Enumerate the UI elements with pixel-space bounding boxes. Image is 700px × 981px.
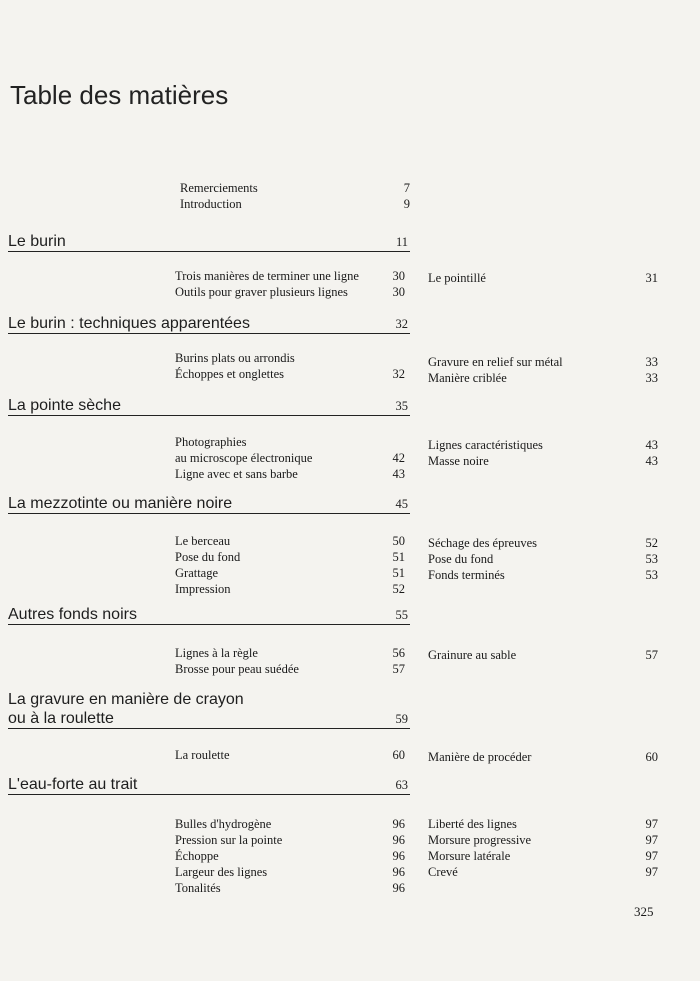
entry-page: 42 — [392, 451, 405, 465]
entry-page: 96 — [392, 833, 405, 847]
entry-page: 43 — [645, 454, 658, 468]
section-list-left — [175, 645, 405, 677]
entry-page: 96 — [392, 865, 405, 879]
section-entry — [428, 535, 658, 551]
section-entry — [175, 864, 405, 880]
section-list-right — [428, 354, 658, 386]
section-entry — [175, 816, 405, 832]
entry-label: Grattage — [175, 566, 219, 580]
entry-label: Pose du fond — [428, 552, 494, 566]
entry-label: Ligne avec et sans barbe — [175, 467, 298, 481]
chapter-title: Le burin : techniques apparentées — [8, 315, 250, 332]
section-entry — [428, 864, 658, 880]
chapter-page: 59 — [395, 712, 408, 726]
section-entry — [428, 370, 658, 386]
chapter-heading — [8, 314, 410, 334]
entry-page: 43 — [392, 467, 405, 481]
section-list-left — [175, 434, 405, 482]
entry-page: 51 — [392, 566, 405, 580]
entry-page: 33 — [645, 371, 658, 385]
section-entry — [175, 747, 405, 763]
entry-label: Remerciements — [180, 181, 258, 195]
chapter-heading — [8, 690, 410, 729]
section-list-left — [175, 533, 405, 597]
section-entry — [428, 437, 658, 453]
section-list-left — [175, 268, 405, 300]
entry-page: 96 — [392, 849, 405, 863]
entry-label: Bulles d'hydrogène — [175, 817, 272, 831]
section-entry — [428, 749, 658, 765]
entry-label: Échoppes et onglettes — [175, 367, 284, 381]
section-entry — [428, 270, 658, 286]
section-entry — [428, 453, 658, 469]
entry-label: Pose du fond — [175, 550, 241, 564]
section-entry — [428, 647, 658, 663]
entry-label: Impression — [175, 582, 231, 596]
section-entry — [175, 549, 405, 565]
entry-page: 97 — [645, 849, 658, 863]
entry-page: 52 — [392, 582, 405, 596]
entry-label: Lignes caractéristiques — [428, 438, 543, 452]
entry-page: 33 — [645, 355, 658, 369]
section-list-right — [428, 270, 658, 286]
entry-label: Tonalités — [175, 881, 221, 895]
chapter-page: 55 — [395, 608, 408, 622]
entry-label: Photographies — [175, 435, 247, 449]
entry-page: 51 — [392, 550, 405, 564]
entry-label: Pression sur la pointe — [175, 833, 283, 847]
entry-page: 57 — [392, 662, 405, 676]
chapter-title: La mezzotinte ou manière noire — [8, 495, 233, 512]
section-entry — [175, 848, 405, 864]
entry-label: Le pointillé — [428, 271, 486, 285]
section-entry — [175, 645, 405, 661]
page-title: Table des matières — [10, 80, 229, 110]
entry-label: Grainure au sable — [428, 648, 517, 662]
chapter-title: Autres fonds noirs — [8, 606, 137, 623]
section-entry — [175, 284, 405, 300]
entry-page: 97 — [645, 817, 658, 831]
chapter-title: La pointe sèche — [8, 397, 121, 414]
chapter-heading — [8, 396, 410, 416]
entry-page: 60 — [645, 750, 658, 764]
section-entry — [175, 661, 405, 677]
entry-page: 52 — [645, 536, 658, 550]
chapter-heading — [8, 232, 410, 252]
section-entry — [175, 450, 405, 466]
entry-page: 60 — [392, 748, 405, 762]
entry-label: Fonds terminés — [428, 568, 505, 582]
chapter-heading — [8, 605, 410, 625]
section-entry — [175, 533, 405, 549]
entry-label: Morsure progressive — [428, 833, 532, 847]
chapter-page: 11 — [395, 235, 408, 249]
entry-label: Liberté des lignes — [428, 817, 517, 831]
entry-label: Outils pour graver plusieurs lignes — [175, 285, 348, 299]
page-number: 325 — [634, 904, 654, 919]
entry-label: Masse noire — [428, 454, 489, 468]
entry-label: La roulette — [175, 748, 230, 762]
entry-page: 97 — [645, 865, 658, 879]
entry-label: Lignes à la règle — [175, 646, 258, 660]
section-entry — [175, 366, 405, 382]
chapter-page: 35 — [395, 399, 408, 413]
entry-label: Échoppe — [175, 849, 219, 863]
entry-page: 50 — [392, 534, 405, 548]
chapter-page: 63 — [395, 778, 408, 792]
entry-page: 56 — [392, 646, 405, 660]
section-entry — [175, 434, 405, 450]
chapter-heading — [8, 494, 410, 514]
intro-list — [180, 180, 410, 212]
entry-page: 32 — [392, 367, 405, 381]
entry-page: 30 — [392, 269, 405, 283]
chapter-title-line: ou à la roulette — [8, 710, 114, 727]
entry-label: Brosse pour peau suédée — [175, 662, 299, 676]
intro-entry — [180, 196, 410, 212]
entry-label: Morsure latérale — [428, 849, 511, 863]
section-list-right — [428, 437, 658, 469]
entry-page: 9 — [403, 197, 410, 211]
entry-page: 31 — [645, 271, 658, 285]
entry-label: Burins plats ou arrondis — [175, 351, 295, 365]
entry-page: 43 — [645, 438, 658, 452]
section-entry — [175, 268, 405, 284]
entry-label: au microscope électronique — [175, 451, 313, 465]
entry-page: 96 — [392, 881, 405, 895]
entry-label: Séchage des épreuves — [428, 536, 537, 550]
section-entry — [175, 350, 405, 366]
section-entry — [428, 848, 658, 864]
chapter-title-line: La gravure en manière de crayon — [8, 691, 244, 708]
section-list-left — [175, 350, 405, 382]
entry-page: 96 — [392, 817, 405, 831]
intro-entry — [180, 180, 410, 196]
section-list-right — [428, 535, 658, 583]
entry-label: Gravure en relief sur métal — [428, 355, 563, 369]
section-entry — [175, 466, 405, 482]
entry-label: Trois manières de terminer une ligne — [175, 269, 359, 283]
section-entry — [428, 832, 658, 848]
entry-page: 57 — [645, 648, 658, 662]
entry-label: Manière de procéder — [428, 750, 532, 764]
entry-label: Manière criblée — [428, 371, 507, 385]
entry-page: 53 — [645, 568, 658, 582]
section-entry — [175, 565, 405, 581]
section-entry — [428, 567, 658, 583]
section-entry — [175, 832, 405, 848]
chapter-page: 32 — [395, 317, 408, 331]
section-entry — [175, 581, 405, 597]
entry-label: Largeur des lignes — [175, 865, 268, 879]
entry-label: Le berceau — [175, 534, 231, 548]
entry-page: 7 — [403, 181, 410, 195]
entry-page: 30 — [392, 285, 405, 299]
section-entry — [428, 816, 658, 832]
entry-page: 97 — [645, 833, 658, 847]
section-list-left — [175, 816, 405, 896]
chapter-page: 45 — [395, 497, 408, 511]
chapter-title: L'eau-forte au trait — [8, 776, 138, 793]
entry-label: Crevé — [428, 865, 458, 879]
section-entry — [175, 880, 405, 896]
chapter-heading — [8, 775, 410, 795]
entry-page: 53 — [645, 552, 658, 566]
entry-label: Introduction — [180, 197, 242, 211]
section-list-right — [428, 816, 658, 880]
section-list-right — [428, 749, 658, 765]
section-list-left — [175, 747, 405, 763]
section-entry — [428, 551, 658, 567]
section-entry — [428, 354, 658, 370]
section-list-right — [428, 647, 658, 663]
chapter-title: Le burin — [8, 233, 66, 250]
